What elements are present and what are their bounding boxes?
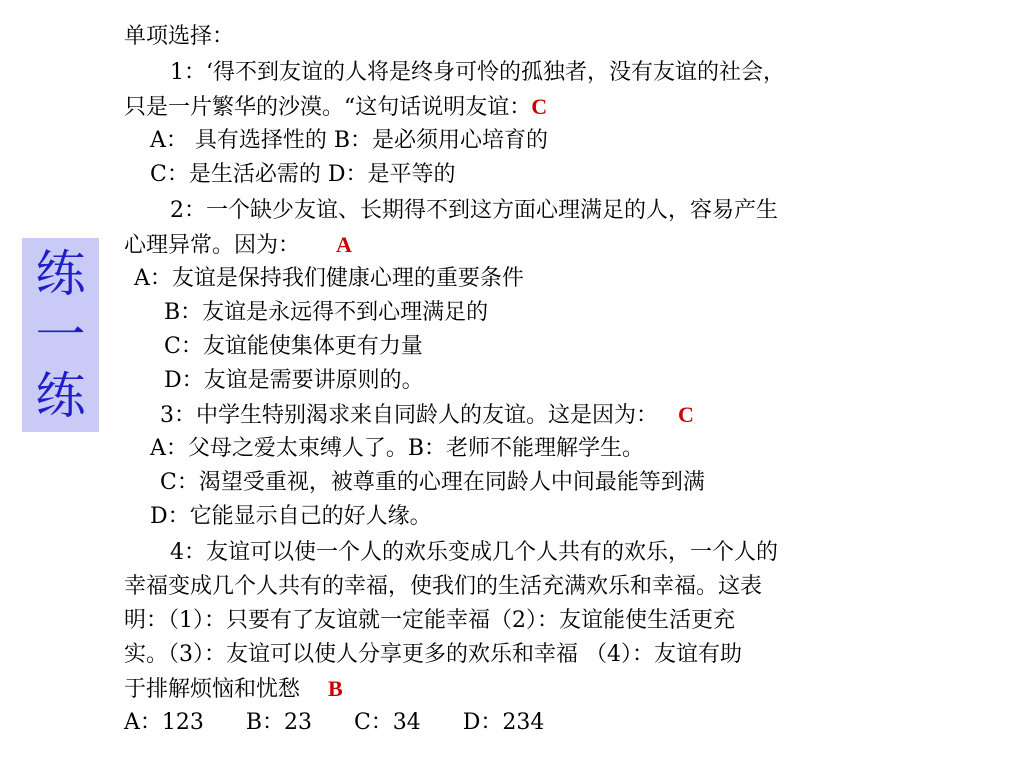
option-line — [164, 298, 488, 328]
question-4-line — [170, 538, 778, 568]
line-text: A：父母之爱太束缚人了。B：老师不能理解学生。 — [150, 436, 645, 461]
option-line — [124, 708, 544, 738]
line-text: 2：一个缺少友谊、长期得不到这方面心理满足的人，容易产生 — [170, 198, 778, 223]
question-2-line — [124, 230, 352, 260]
line-text: A：123 B：23 C：34 D：234 — [124, 710, 545, 735]
option-line — [164, 332, 423, 362]
answer-mark: B — [328, 676, 343, 701]
side-label-char: 练 — [35, 366, 86, 425]
line-text: C：渴望受重视，被尊重的心理在同龄人中间最能等到满 — [160, 470, 705, 495]
line-text: 心理异常。因为： — [124, 233, 301, 258]
option-line — [150, 160, 455, 190]
option-line — [160, 468, 705, 498]
line-text: 1：‘得不到友谊的人将是终身可怜的孤独者，没有友谊的社会， — [170, 60, 785, 85]
question-1-line — [124, 92, 547, 122]
question-1-line — [170, 58, 785, 88]
line-text: 幸福变成几个人共有的幸福，使我们的生活充满欢乐和幸福。这表 — [124, 574, 763, 599]
option-line — [164, 366, 424, 396]
question-3-line — [160, 400, 694, 430]
question-4-line — [124, 572, 762, 602]
question-4-line — [124, 606, 735, 636]
line-text: 明：（1）：只要有了友谊就一定能幸福（2）：友谊能使生活更充 — [124, 608, 735, 633]
side-label-char: 一 — [35, 305, 86, 364]
option-line — [134, 264, 524, 294]
line-text: 于排解烦恼和忧愁 — [124, 677, 301, 702]
option-line — [150, 434, 644, 464]
line-text: 单项选择： — [124, 24, 235, 49]
line-text: 实。（3）：友谊可以使人分享更多的欢乐和幸福 （4）：友谊有助 — [124, 642, 742, 667]
side-label-char: 练 — [35, 245, 86, 304]
line-text: 4：友谊可以使一个人的欢乐变成几个人共有的欢乐，一个人的 — [170, 540, 778, 565]
line-text: A：友谊是保持我们健康心理的重要条件 — [134, 266, 524, 291]
line-text: A： 具有选择性的 B：是必须用心培育的 — [150, 128, 549, 153]
option-line — [150, 126, 548, 156]
line-text: B：友谊是永远得不到心理满足的 — [164, 300, 489, 325]
option-line — [150, 502, 432, 532]
line-text: 只是一片繁华的沙漠。“这句话说明友谊： — [124, 95, 532, 120]
answer-mark: A — [336, 232, 352, 257]
question-4-line — [124, 674, 343, 704]
line-text: C：是生活必需的 D：是平等的 — [150, 162, 456, 187]
answer-mark: C — [531, 94, 548, 119]
line-text: C：友谊能使集体更有力量 — [164, 334, 423, 359]
question-4-line — [124, 640, 742, 670]
answer-mark: C — [678, 402, 694, 427]
question-2-line — [170, 196, 778, 226]
section-heading — [124, 22, 234, 52]
line-text: D：它能显示自己的好人缘。 — [150, 504, 432, 529]
line-text: D：友谊是需要讲原则的。 — [164, 368, 424, 393]
line-text: 3：中学生特别渴求来自同龄人的友谊。这是因为： — [160, 403, 658, 428]
